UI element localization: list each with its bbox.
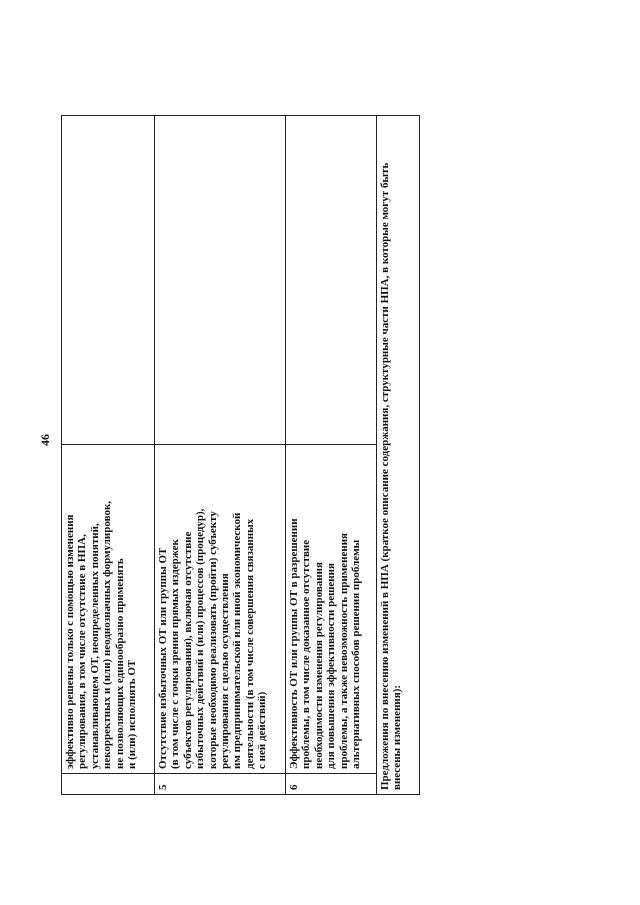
table-row: [155, 116, 286, 795]
assessment-cell: [286, 116, 377, 445]
criterion-line: им предпринимательской или иной экономической: [231, 512, 244, 769]
criterion-line: устанавливающем ОТ, неопределенных понятий,: [88, 523, 101, 769]
criterion-line: Отсутствие избыточных ОТ или группы ОТ: [157, 547, 169, 769]
criterion-cell: [155, 445, 286, 774]
criterion-line: регулирования с целью осуществления: [219, 573, 232, 769]
row-number: [62, 774, 155, 795]
proposals-line: внесены изменения):: [391, 684, 404, 790]
criterion-line: для повышения эффективности решения: [325, 563, 338, 769]
proposals-row: [377, 116, 420, 795]
criterion-line: альтернативных способов решения проблемы: [350, 539, 363, 769]
rotated-page-content: [61, 115, 431, 795]
evaluation-table: [61, 115, 420, 795]
assessment-cell: [62, 116, 155, 445]
criterion-line: избыточных действий и (или) процессов (процедур),: [194, 508, 207, 769]
criterion-line: и (или) исполнять ОТ: [126, 659, 139, 769]
proposals-line: Предложения по внесению изменений в НПА (краткое описание содержания, структурные части НПА, в которые могут быть: [379, 162, 391, 790]
criterion-line: проблемы, а также невозможность применения: [337, 532, 350, 769]
criterion-line: проблемы, в том числе доказанное отсутствие: [300, 539, 313, 769]
row-number: 6: [286, 774, 377, 795]
proposals-cell: [377, 116, 420, 795]
row-number: 5: [155, 774, 286, 795]
criterion-line: деятельности (в том числе совершения связанных: [243, 518, 256, 769]
criterion-line: эффективно решены только с помощью изменения: [64, 514, 76, 769]
criterion-cell: [286, 445, 377, 774]
criterion-line: которые необходимо реализовать (пройти) субъекту: [206, 511, 219, 769]
criterion-line: субъектов регулирования), включая отсутствие: [181, 531, 194, 769]
page-number: 46: [38, 434, 52, 446]
criterion-line: некорректных и (или) неоднозначных формулировок,: [101, 500, 114, 769]
table-row: [62, 116, 155, 795]
assessment-cell: [155, 116, 286, 445]
criterion-cell: [62, 445, 155, 774]
criterion-line: Эффективность ОТ или группы ОТ в разрешении: [288, 518, 300, 769]
criterion-line: регулирования, в том числе отсутствие в НПА,: [76, 534, 89, 769]
criterion-line: не позволяющих единообразно применять: [113, 558, 126, 769]
criterion-line: (в том числе с точки зрения прямых издержек: [169, 539, 182, 769]
criterion-line: необходимости изменения регулирования: [312, 562, 325, 769]
table-row: [286, 116, 377, 795]
criterion-line: с ней действий): [256, 691, 269, 769]
